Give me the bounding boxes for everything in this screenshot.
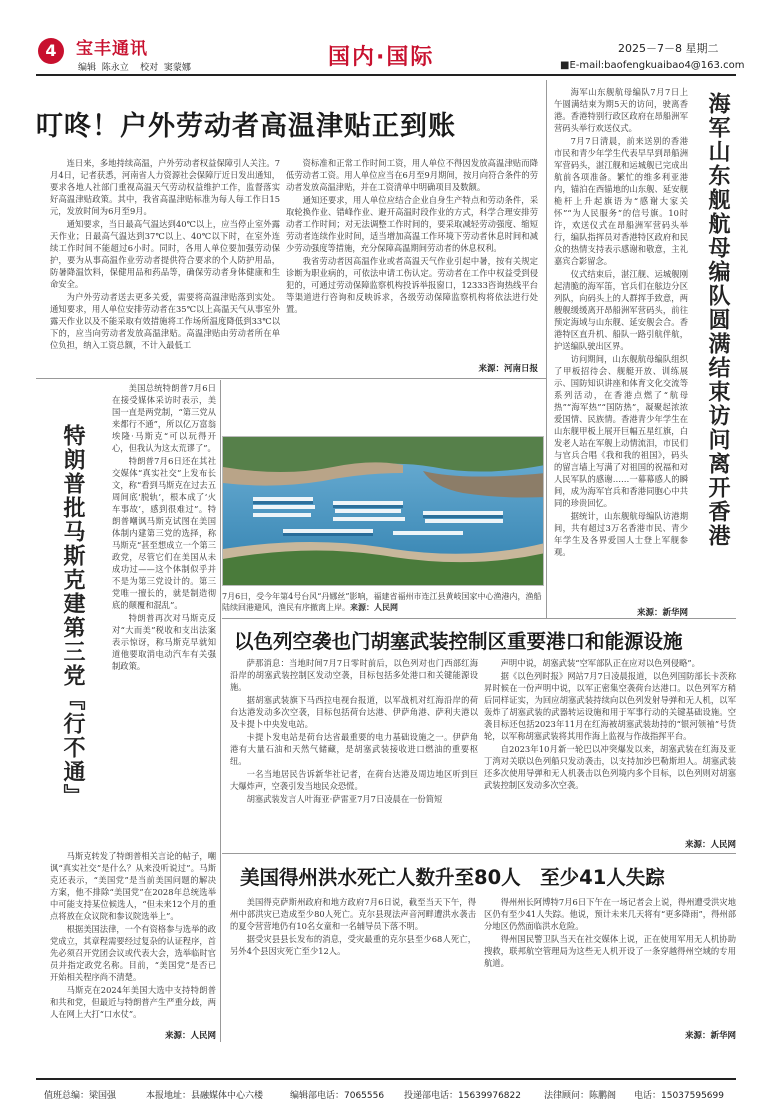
paragraph: 据受灾县县长发布的消息，受灾最重的克尔县至少68人死亡，另外4个县因灾死亡至少12人。 <box>230 934 476 956</box>
article3-body-top <box>112 382 216 844</box>
paragraph: 海军山东舰航母编队7月7日上午圆满结束为期5天的访问，驶离香港。香港特别行政区政府在昂船洲军营码头举行欢送仪式。 <box>554 87 688 133</box>
article5-column-2 <box>484 896 736 1024</box>
article3-body-bottom <box>50 850 216 1026</box>
paragraph: 美国总统特朗普7月6日在接受媒体采访时表示，美国一直是两党制，“第三党从来都行不通”，所以亿万富翁埃隆·马斯克“可以玩得开心，但我认为这太荒谬了”。 <box>112 383 216 453</box>
article3-title: 特朗普批马斯克建第三党『行不通』 <box>60 424 85 808</box>
paragraph: 资标准和正常工作时间工资，用人单位不得因发放高温津贴而降低劳动者工资。用人单位应当在6月至9月期间，按月向符合条件的劳动者发放高温津贴，并在工资清单中明确项目及数额。 <box>286 158 538 192</box>
page-number-badge: 4 <box>38 38 64 64</box>
footer-rule <box>36 1078 736 1080</box>
article2-source: 来源：新华网 <box>636 608 688 618</box>
column-divider <box>546 80 547 618</box>
section-divider <box>36 378 546 379</box>
paragraph: 马斯克转发了特朗普相关言论的帖子，嘲讽“真实社交”是什么？从来没听说过”。马斯克还表示，“美国党”是当前美国问题的解决方案，他不排除“美国党”在2028年总统选举中可能支持某位候选人，“但未来12个月的重点将放在众议院和参议院选举上”。 <box>50 851 216 921</box>
article4-column-1 <box>230 657 478 847</box>
article4-title: 以色列空袭也门胡塞武装控制区重要港口和能源设施 <box>234 630 683 653</box>
article4-column-2 <box>484 657 736 837</box>
paragraph: 为户外劳动者送去更多关爱，需要将高温津贴落到实处。通知要求，用人单位安排劳动者在35℃以上高温天气从事室外露天作业以及不能采取有效措施将工作场所温度降低到33℃以下的，应当向劳动者发放高温津贴。高温津贴由劳动者所在单位负担，纳入工资总额，不计入最低工 <box>50 292 280 350</box>
paragraph: 我省劳动者因高温作业或者高温天气作业引起中暑，按有关规定诊断为职业病的，可依法申请工伤认定。劳动者在工作中权益受到侵犯的，可通过劳动保障监察机构投诉举报窗口，12333咨询热线平台等渠道进行咨询和反映诉求，各级劳动保障监察机构将依法进行处置。 <box>286 256 538 314</box>
paragraph: 胡塞武装发言人叶海亚·萨雷亚7月7日凌晨在一份简短 <box>246 794 443 804</box>
paragraph: 根据美国法律，一个有资格参与选举的政党成立，其章程需要经过复杂的认证程序，首先必须召开党团会议或代表大会，选举临时官员并指定政党名称。目前，“美国党”是否已开始相关程序尚不清楚。 <box>50 924 216 982</box>
article5-source: 来源：新华网 <box>684 1031 736 1041</box>
section-divider <box>222 853 736 854</box>
photo-caption <box>222 591 544 613</box>
paragraph: 特朗普7月6日还在其社交媒体“真实社交”上发布长文，称“看到马斯克在过去五周间底‘脱轨’，根本成了‘火车事故’，感到很难过”。特朗普嘲讽马斯克试图在美国体制内建第三党的选择，称马斯克“甚至想成立一个第三政党，尽管它们在美国从未成功过——这个体制似乎并不是为第三党设计的。第三党唯一擅长的，就是制造彻底的颠覆和混乱”。 <box>112 456 216 610</box>
caption-source: 来源：人民网 <box>350 602 398 612</box>
paragraph: 特朗普再次对马斯克反对“大而美”税收和支出法案表示惊讶，称马斯克早就知道他要取消电动汽车有关强制政策。 <box>112 613 216 671</box>
header-rule <box>36 74 736 76</box>
paragraph: 一名当地居民告诉新华社记者，在荷台达港及周边地区听到巨大爆炸声，空袭引发当地民众恐慌。 <box>230 769 478 791</box>
article4-source: 来源：人民网 <box>684 840 736 850</box>
paragraph: 卡提卜发电站是荷台达省最重要的电力基础设施之一。伊萨角港有大量石油和天然气储藏，是胡塞武装接收进口燃油的重要枢纽。 <box>230 732 478 766</box>
paragraph: 得州州长阿博特7月6日下午在一场记者会上说，得州遭受洪灾地区仍有至少41人失踪。他说，预计未来几天将有“更多降雨”，得州部分地区仍然面临洪水危险。 <box>484 897 736 931</box>
paragraph: 得州国民警卫队当天在社交媒体上说，正在使用军用无人机协助搜救，联邦航空管理局为这些无人机开设了一条穿越得州空域的专用航道。 <box>484 934 736 968</box>
paragraph: 萨那消息：当地时间7月7日零时前后，以色列对也门西部红海沿岸的胡塞武装控制区发动空袭，目标包括多处港口和关键能源设施。 <box>230 658 478 692</box>
footer-editor: 值班总编：梁国强 <box>44 1091 117 1101</box>
paragraph: 仪式结束后，湛江舰、运城舰刚起清脆的海军笛，官兵们在舷边分区列队，向码头上的人群挥手致意，两艘舰缓缓离开昂船洲军营码头，前往预定海域与山东舰、延安舰会合。香港特区直升机、船队一路引航伴航，护送编队驶出区界。 <box>554 269 688 351</box>
footer <box>0 1082 772 1106</box>
paragraph: 马斯克在2024年美国大选中支持特朗普和共和党，但最近与特朗普产生严重分歧，两人在网上大打“口水仗”。 <box>50 985 216 1019</box>
article3-source: 来源：人民网 <box>164 1031 216 1041</box>
harbor-photo-image <box>223 437 544 586</box>
harbor-photo <box>222 436 544 586</box>
footer-phone: 编辑部电话：7065556 <box>290 1091 385 1101</box>
paragraph: 据《以色列时报》网站7月7日凌晨报道，以色列国防部长卡茨称昇时候在一份声明中说，以军正密集空袭荷台达港口。以色列军方稍后同样证实，为回应胡塞武装持续向以色列发射导弹和无人机，以军轰炸了胡塞武装的武器转运设施和用于军事行动的关键基础设施。空袭目标还包括2023年11月在红海被胡塞武装劫持的“银河领袖”号货轮，以军称胡塞武装将其用作海上监视与作战指挥平台。 <box>484 671 736 741</box>
issue-date: 2025－7－8 星期二 <box>618 42 719 55</box>
article1-title: 叮咚！户外劳动者高温津贴正到账 <box>36 111 456 142</box>
email-line: ■E-mail:baofengkuaibao4@163.com <box>560 60 745 71</box>
paragraph: 据统计，山东舰航母编队访港期间，共有超过3万名香港市民、青少年学生及各界爱国人士登上军舰参观。 <box>554 511 688 557</box>
column-divider <box>220 380 221 1042</box>
paragraph: 连日来，多地持续高温，户外劳动者权益保障引人关注。7月4日，记者获悉，河南省人力资源社会保障厅近日发出通知，要求各地人社部门重视高温天气劳动权益维护工作，监督落实好高温津贴政策。其中，我省高温津贴标准为每人每工作日15元，发放时间为6月至9月。 <box>50 158 280 216</box>
article5-column-1 <box>230 896 476 1034</box>
caption-text: 7月6日，受今年第4号台风“丹娜丝”影响，福建省福州市连江县黄岐国家中心渔港内，渔船陆续回港避风，渔民有序撤离上岸。 <box>222 592 542 612</box>
paragraph: 声明中说，胡塞武装“空军部队正在应对以色列侵略”。 <box>500 658 700 668</box>
paper-name-logo: 宝丰通讯 <box>76 39 148 59</box>
section-divider <box>222 618 736 619</box>
section-title: 国内·国际 <box>328 45 435 70</box>
paragraph: 7月7日清晨，前来送别的香港市民和青少年学生代表早早到昂船洲军营码头，湛江舰和运城舰已完成出航前各项准备。繁忙的维多利亚港内，锚泊在西锚地的山东舰、延安舰桅杆上升起旗语为“感谢大家关怀”“为人民服务”的信号旗。10时许，欢送仪式在昂船洲军营码头举行，编队指挥员对香港特区政府和民众的热情支持表示感谢和敬意，主礼嘉宾合影留念。 <box>554 136 688 266</box>
paragraph: 通知要求，当日最高气温达到40℃以上，应当停止室外露天作业；日最高气温达到37℃以上、40℃以下时，在室外连续工作时间不能超过6小时。同时，各用人单位要加强劳动保护，要为从事高温作业劳动者提供符合要求的个人防护用品，防暑降温饮料，保健用品和药品等，确保劳动者身体健康和生命安全。 <box>50 219 280 289</box>
paragraph: 美国得克萨斯州政府和地方政府7月6日说，截至当天下午，得州中部洪灾已造成至少80人死亡。克尔县现法声音河畔遭洪水袭击的夏令营营地仍有10名女童和一名辅导员下落不明。 <box>230 897 476 931</box>
footer-address: 本报地址：县融媒体中心六楼 <box>146 1091 264 1101</box>
paragraph: 通知还要求，用人单位应结合企业自身生产特点和劳动条件，采取轮换作业、错峰作业、避开高温时段作业的方式，科学合理安排劳动者工作时间；对无法调整工作时间的，要采取减轻劳动强度、缩短劳动者连续作业时间，适当增加高温工作环境下劳动者休息时间和减少劳动强度等措施，充分保障高温期间劳动者的休息权利。 <box>286 195 538 253</box>
editors-line: 编辑 陈永立 校对 窦蒙娜 <box>78 63 191 73</box>
footer-lawyer: 法律顾问：陈鹏阁 <box>544 1091 617 1101</box>
paragraph: 访问期间，山东舰航母编队组织了甲板招待会、舰艇开放、训练展示、国防知识讲座和体育文化交流等系列活动，在香港点燃了“航母热”“海军热”“国防热”，凝聚起浓浓爱国情、民族情。香港青少年学生在山东舰甲板上展开巨幅五星红旗，白发老人站在军舰上动情流泪，市民们与官兵合唱《我和我的祖国》，码头的留言墙上写满了对祖国的祝福和对人民军队的感谢……一幕幕感人的瞬间，成为海军官兵和香港同胞心中共同的珍贵回忆。 <box>554 354 688 508</box>
article1-column-2 <box>286 157 538 357</box>
article1-column-1 <box>50 157 280 369</box>
article1-source: 来源：河南日报 <box>478 364 538 374</box>
paragraph: 自2023年10月新一轮巴以冲突爆发以来，胡塞武装在红海及亚丁湾对关联以色列船只发动袭击，以支持加沙巴勒斯坦人。胡塞武装还多次使用导弹和无人机袭击以色列境内多个目标，以色列则对胡塞武装控制区发动多次空袭。 <box>484 744 736 790</box>
footer-lawyer-phone: 电话：15037595699 <box>634 1091 724 1101</box>
article2-body <box>554 86 688 604</box>
footer-delivery: 投递部电话：15639976822 <box>404 1091 521 1101</box>
article5-title: 美国得州洪水死亡人数升至80人 至少41人失踪 <box>240 866 665 889</box>
paragraph: 据胡塞武装旗下马西拉电视台报道，以军战机对红海沿岸的荷台达港发动多次空袭，目标包括荷台达港、伊萨角港、萨利夫港以及卡提卜中央发电站。 <box>230 695 478 729</box>
article2-title: 海军山东舰航母编队圆满结束访问离开香港 <box>705 92 730 548</box>
